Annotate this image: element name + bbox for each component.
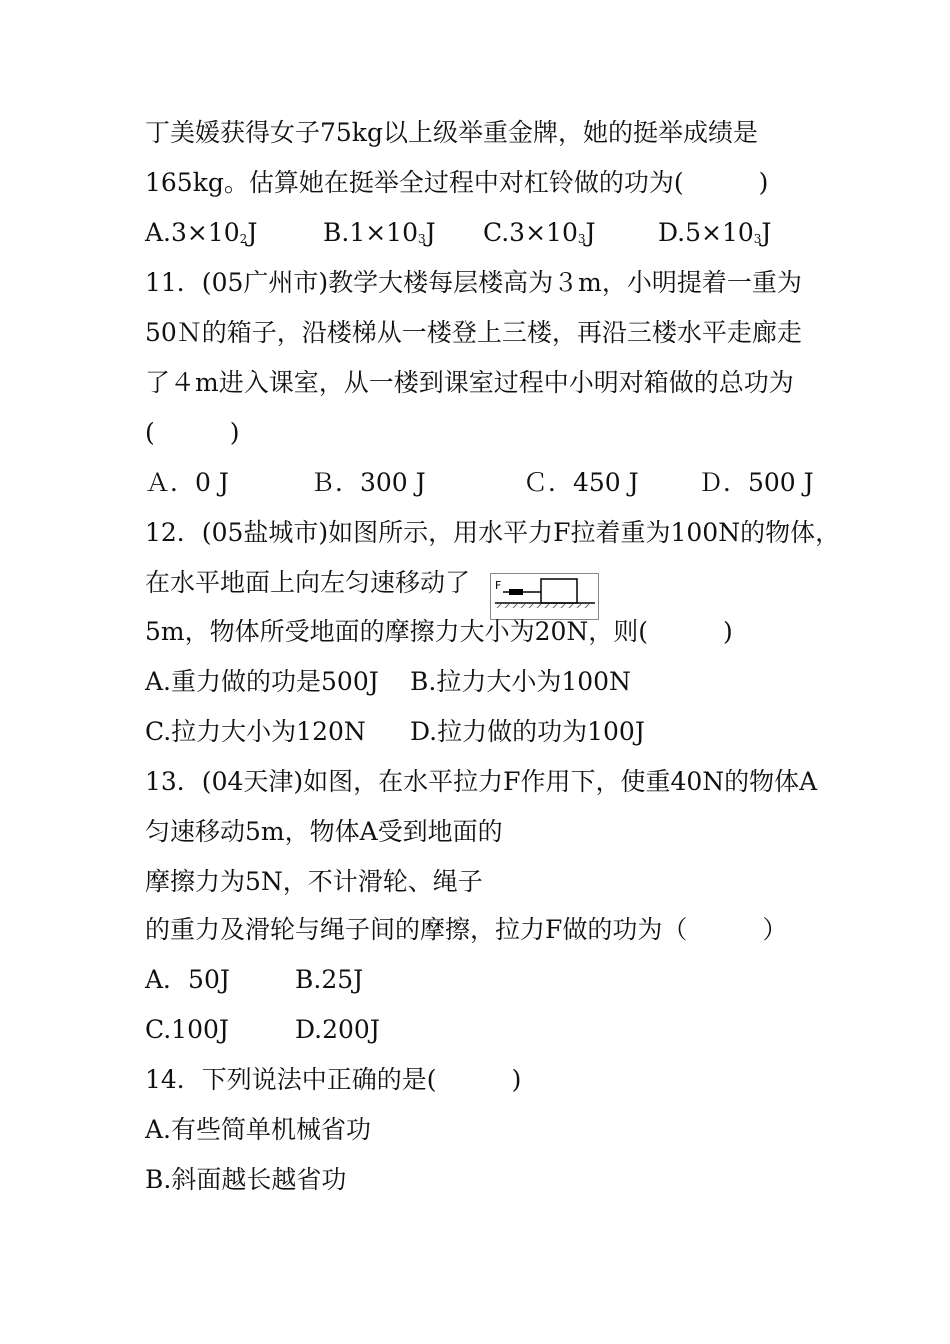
q13-options-row2 bbox=[145, 1015, 845, 1045]
q11-options bbox=[145, 468, 845, 498]
q11-option-c: Ｃ．450 J bbox=[523, 468, 639, 497]
q13-option-d: D.200J bbox=[295, 1015, 380, 1044]
q12-line2: 在水平地面上向左匀速移动了 bbox=[145, 568, 471, 597]
q13-option-a: A．50J bbox=[145, 965, 230, 994]
q11-line3: 了４m进入课室，从一楼到课室过程中小明对箱做的总功为 bbox=[145, 368, 794, 397]
q12-option-d: D.拉力做的功为100J bbox=[410, 717, 645, 746]
q14-option-b: B.斜面越长越省功 bbox=[145, 1165, 347, 1194]
q13-line2: 匀速移动5m，物体A受到地面的 bbox=[145, 817, 503, 846]
q10-line1: 丁美媛获得女子75kg以上级举重金牌，她的挺举成绩是 bbox=[145, 118, 758, 147]
q13-line1: 13．(04天津)如图，在水平拉力F作用下，使重40N的物体A bbox=[145, 767, 818, 796]
q12-options-row1 bbox=[145, 667, 845, 697]
q10-option-c: $C.3\times 10_3J$ bbox=[483, 218, 596, 247]
q13-options-row1 bbox=[145, 965, 845, 995]
block-rect bbox=[541, 579, 577, 603]
q10-option-b: $B.1\times 10_3J$ bbox=[323, 218, 436, 247]
q12-figure bbox=[490, 573, 599, 620]
q10-option-d: $D.5\times 10_3J$ bbox=[658, 218, 772, 247]
hand-grip bbox=[509, 589, 523, 595]
q13-option-c: C.100J bbox=[145, 1015, 229, 1044]
q12-option-a: A.重力做的功是500J bbox=[145, 667, 379, 696]
q14-option-a: A.有些简单机械省功 bbox=[145, 1115, 372, 1144]
block-pulled-by-force-diagram bbox=[491, 574, 598, 619]
q11-option-d: Ｄ．500 J bbox=[698, 468, 814, 497]
q11-line2: 50Ｎ的箱子，沿楼梯从一楼登上三楼，再沿三楼水平走廊走 bbox=[145, 318, 802, 347]
q11-option-b: Ｂ．300 J bbox=[310, 468, 426, 497]
q13-line3: 摩擦力为5N，不计滑轮、绳子 bbox=[145, 867, 483, 896]
q12-option-c: C.拉力大小为120N bbox=[145, 717, 366, 746]
ground-hatch bbox=[497, 604, 589, 608]
q12-option-b: B.拉力大小为100N bbox=[410, 667, 631, 696]
q11-line1: 11．(05广州市)教学大楼每层楼高为３m，小明提着一重为 bbox=[145, 268, 802, 297]
q10-options bbox=[145, 218, 845, 248]
q10-option-a: $A.3\times 10_2J$ bbox=[145, 218, 258, 247]
q10-line2: 165kg。估算她在挺举全过程中对杠铃做的功为( ) bbox=[145, 168, 769, 197]
q12-options-row2 bbox=[145, 717, 845, 747]
q13-option-b: B.25J bbox=[295, 965, 364, 994]
q12-line1: 12．(05盐城市)如图所示，用水平力F拉着重为100N的物体， bbox=[145, 518, 841, 547]
q13-line4: 的重力及滑轮与绳子间的摩擦，拉力F做的功为（ ） bbox=[145, 915, 788, 944]
q11-line4: ( ) bbox=[145, 418, 240, 447]
q11-option-a: Ａ．0 J bbox=[145, 468, 229, 497]
q14-line1: 14．下列说法中正确的是( ) bbox=[145, 1065, 522, 1094]
q12-line3: 5m，物体所受地面的摩擦力大小为20N，则( ) bbox=[145, 617, 733, 646]
force-label: F bbox=[495, 579, 502, 592]
